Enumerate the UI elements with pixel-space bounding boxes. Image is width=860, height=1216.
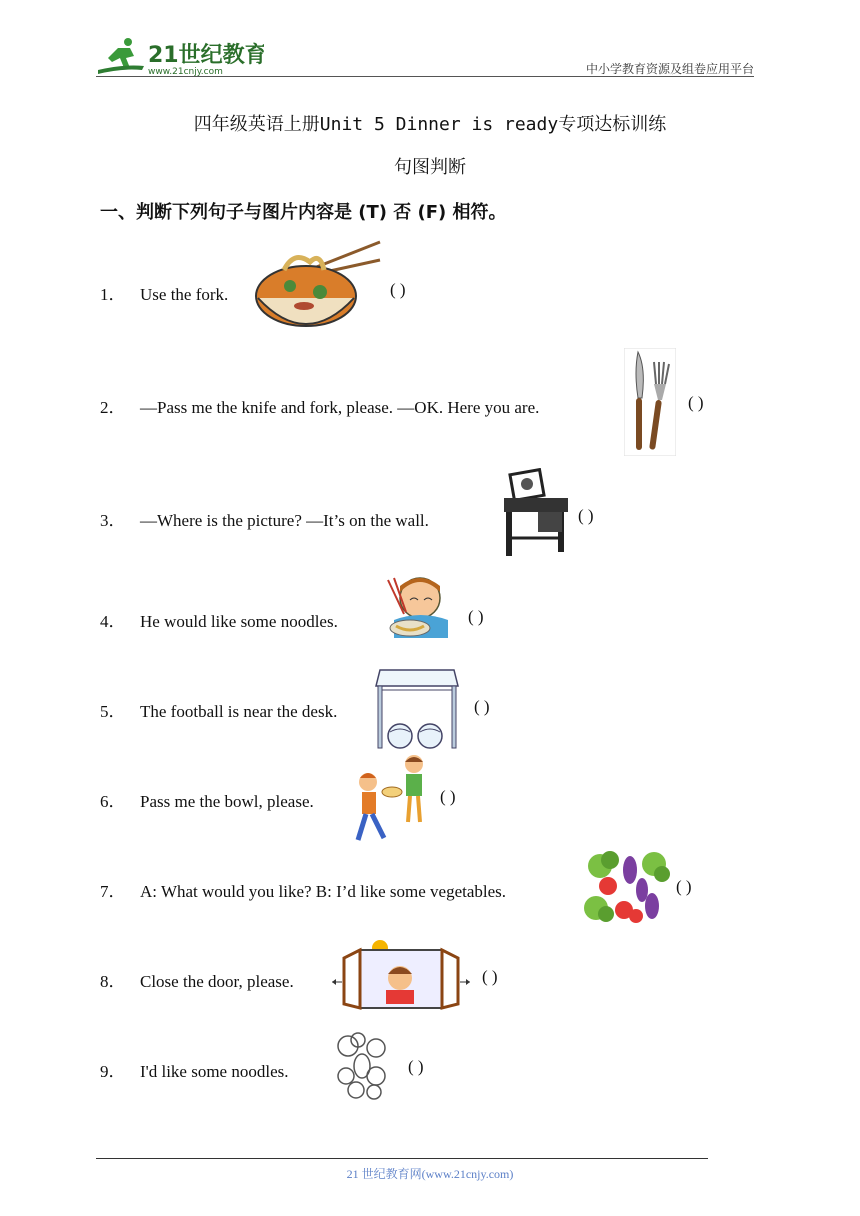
answer-blank[interactable]: ( ) [688,393,704,412]
svg-text:www.21cnjy.com: www.21cnjy.com [148,67,223,77]
answer-blank[interactable]: ( ) [676,877,692,896]
question-1: 1． Use the fork. [100,285,229,304]
question-text: A: What would you like? B: I’d like some vegetables. [140,882,507,901]
platform-label: 中小学教育资源及组卷应用平台 [585,62,754,76]
question-text: He would like some noodles. [140,612,338,631]
question-9: 9． I'd like some noodles. [100,1062,289,1081]
noodle-bowl-icon [254,240,384,345]
question-text: Use the fork. [140,285,229,304]
question-5: 5． The football is near the desk. [100,702,338,721]
page-subtitle: 句图判断 [394,157,466,178]
answer-blank[interactable]: ( ) [408,1057,424,1076]
vegetables-sketch-icon [332,1030,392,1107]
question-text: I'd like some noodles. [140,1062,289,1081]
question-7: 7． A: What would you like? B: I’d like some vegetables. [100,882,507,901]
vegetables-icon [582,846,672,933]
knife-fork-icon [624,348,676,461]
answer-blank[interactable]: ( ) [390,280,406,299]
question-2: 2． —Pass me the knife and fork, please. —OK. Here you are. [100,398,540,417]
page-title: 四年级英语上册Unit 5 Dinner is ready专项达标训练 [193,114,667,135]
question-text: —Where is the picture? —It’s on the wall. [140,511,429,530]
boy-at-window-icon [330,938,470,1015]
site-logo [94,36,264,78]
question-8: 8． Close the door, please. [100,972,294,991]
answer-blank[interactable]: ( ) [474,697,490,716]
balls-under-desk-icon [374,666,460,757]
answer-blank[interactable]: ( ) [440,787,456,806]
footer-divider [96,1158,708,1159]
svg-text:21世纪教育: 21世纪教育 [148,43,264,68]
question-3: 3． —Where is the picture? —It’s on the wall. [100,511,429,530]
question-4: 4． He would like some noodles. [100,612,338,631]
answer-blank[interactable]: ( ) [578,506,594,525]
section-heading: 一、判断下列句子与图片内容是 (T) 否 (F) 相符。 [100,202,507,223]
question-6: 6． Pass me the bowl, please. [100,792,314,811]
picture-on-desk-icon [500,468,572,565]
kids-passing-bowl-icon [354,752,434,849]
answer-blank[interactable]: ( ) [482,967,498,986]
question-text: Pass me the bowl, please. [140,792,314,811]
question-text: Close the door, please. [140,972,294,991]
header-divider [96,76,754,77]
footer-link[interactable]: 21 世纪教育网(www.21cnjy.com) [346,1167,514,1181]
question-text: The football is near the desk. [140,702,338,721]
boy-eating-noodles-icon [380,574,456,651]
answer-blank[interactable]: ( ) [468,607,484,626]
question-text: —Pass me the knife and fork, please. —OK. Here you are. [140,398,540,417]
